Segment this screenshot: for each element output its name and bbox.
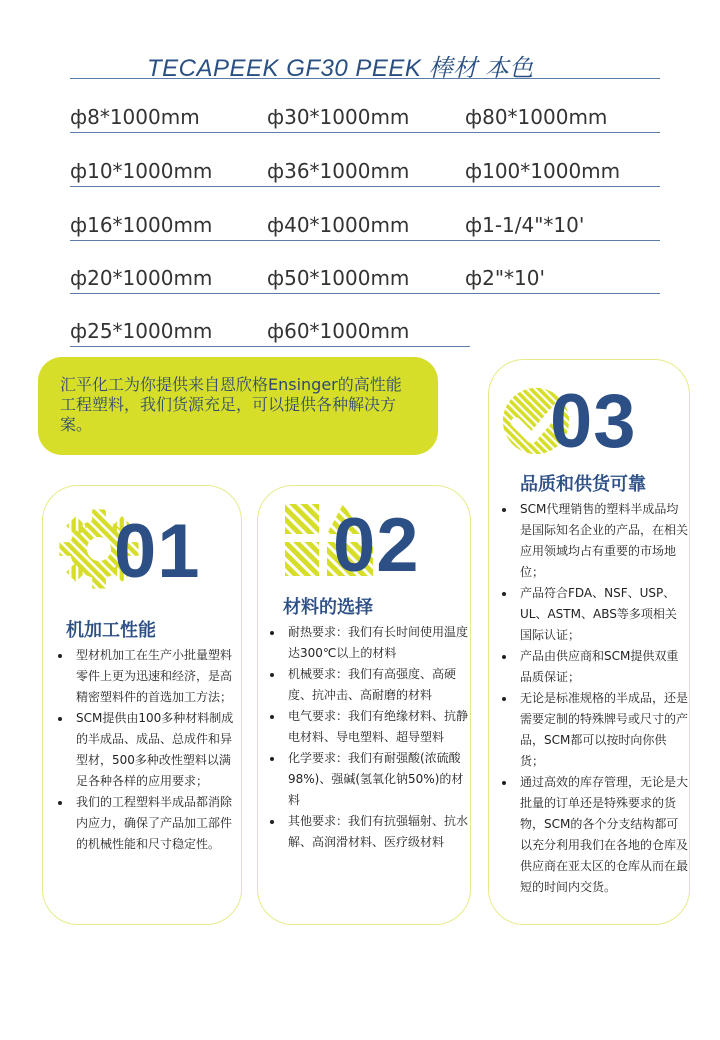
size-item: ф20*1000mm	[70, 266, 213, 290]
size-item: ф50*1000mm	[267, 266, 410, 290]
page-title: TECAPEEK GF30 PEEK 棒材 本色	[147, 55, 534, 82]
card-number: 03	[550, 379, 637, 464]
card-list	[270, 622, 474, 853]
list-item: • 型材机加工在生产小批量塑料零件上更为迅速和经济，是高精密塑料件的首选加工方法；	[72, 645, 238, 708]
row-divider	[70, 132, 660, 133]
size-item: ф25*1000mm	[70, 319, 213, 343]
list-item: • SCM代理销售的塑料半成品均是国际知名企业的产品，在相关应用领域均占有重要的市场地位；	[516, 499, 688, 583]
size-item: ф10*1000mm	[70, 159, 213, 183]
size-item: ф16*1000mm	[70, 213, 213, 237]
list-item: • 我们的工程塑料半成品都消除内应力，确保了产品加工部件的机械性能和尺寸稳定性。	[72, 792, 238, 855]
list-item: • 化学要求：我们有耐强酸(浓硫酸98%)、强碱(氢氧化钠50%)的材料	[284, 748, 474, 811]
size-item: ф30*1000mm	[267, 105, 410, 129]
list-item: • 产品由供应商和SCM提供双重品质保证；	[516, 646, 688, 688]
row-divider	[70, 293, 660, 294]
card-number: 01	[114, 509, 201, 594]
list-item: • SCM提供由100多种材料制成的半成品、成品、总成件和异型材，500多种改性塑料以满足各种各样的应用要求；	[72, 708, 238, 792]
size-item: ф1-1/4"*10'	[465, 213, 585, 237]
size-item: ф80*1000mm	[465, 105, 608, 129]
title-divider	[70, 78, 660, 79]
card-title: 机加工性能	[66, 620, 156, 641]
row-divider	[70, 346, 470, 347]
card-title: 材料的选择	[283, 597, 373, 618]
list-item: • 无论是标准规格的半成品，还是需要定制的特殊牌号或尺寸的产品，SCM都可以按时向你供货；	[516, 688, 688, 772]
card-number: 02	[333, 503, 420, 588]
list-item: • 机械要求：我们有高强度、高硬度、抗冲击、高耐磨的材料	[284, 664, 474, 706]
size-item: ф2"*10'	[465, 266, 545, 290]
row-divider	[70, 186, 660, 187]
list-item: • 其他要求：我们有抗强辐射、抗水解、高润滑材料、医疗级材料	[284, 811, 474, 853]
size-item: ф60*1000mm	[267, 319, 410, 343]
list-item: • 产品符合FDA、NSF、USP、UL、ASTM、ABS等多项相关国际认证；	[516, 583, 688, 646]
row-divider	[70, 240, 660, 241]
promo-box: 汇平化工为你提供来自恩欣格Ensinger的高性能工程塑料，我们货源充足，可以提供各种解决方案。	[38, 357, 438, 455]
list-item: • 通过高效的库存管理，无论是大批量的订单还是特殊要求的货物，SCM的各个分支结构都可以充分利用我们在各地的仓库及供应商在亚太区的仓库从而在最短的时间内交货。	[516, 772, 688, 898]
card-list	[58, 645, 238, 855]
list-item: • 耐热要求：我们有长时间使用温度达300℃以上的材料	[284, 622, 474, 664]
size-item: ф8*1000mm	[70, 105, 200, 129]
size-item: ф40*1000mm	[267, 213, 410, 237]
size-item: ф36*1000mm	[267, 159, 410, 183]
size-item: ф100*1000mm	[465, 159, 621, 183]
list-item: • 电气要求：我们有绝缘材料、抗静电材料、导电塑料、超导塑料	[284, 706, 474, 748]
card-list	[502, 499, 688, 898]
card-title: 品质和供货可靠	[520, 474, 646, 495]
